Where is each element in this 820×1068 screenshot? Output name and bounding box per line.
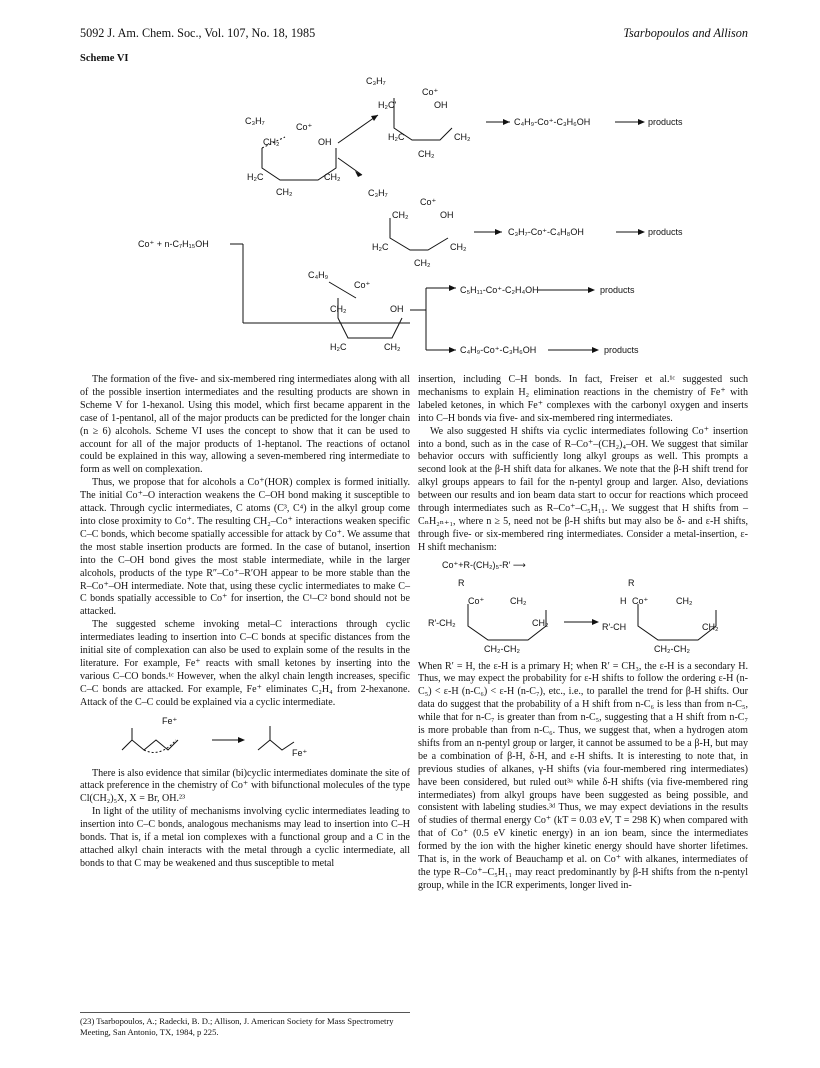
svg-text:Co⁺: Co⁺ — [296, 122, 313, 132]
product-1: C₄H₉-Co⁺-C₃H₆OH — [514, 117, 591, 127]
svg-text:R′-CH: R′-CH — [602, 621, 627, 632]
scheme-label: Scheme VI — [80, 53, 129, 64]
svg-text:C₃H₇: C₃H₇ — [366, 76, 386, 86]
svg-text:CH₂: CH₂ — [263, 137, 280, 147]
svg-text:Co⁺: Co⁺ — [420, 197, 437, 207]
paragraph: Thus, we propose that for alcohols a Co⁺(HOR) complex is formed initially. The initial Co⁺–O interaction weakens the C–OH bond making it susceptible to attack. Through cyclic intermediates, C atoms (C³, C⁴) in the alkyl group come into close proximity to Co⁺. The resulting CH₂–Co⁺ interactions weaken specific C–C bonds, which become spatially accessible for attack by Co⁺. We assume that the most stable insertion products are formed. In the case of butanol, insertion into the C–OH bond gives the most stable intermediate, while in the larger alcohols, products of the type R″–Co⁺–R′OH appear to be more stable than the R–Co⁺–OH intermediate. Note that, using these cyclic intermediates to make C–C bonds spatially accessible to Co⁺ for insertion, the C¹–C² bond should not be attacked. — [80, 477, 410, 618]
product-3: C₅H₁₁-Co⁺-C₂H₄OH — [460, 285, 539, 295]
svg-text:CH₂: CH₂ — [276, 187, 293, 197]
svg-text:OH: OH — [440, 210, 454, 220]
products-1: products — [648, 117, 683, 127]
arrow-up — [338, 115, 378, 143]
svg-text:OH: OH — [318, 137, 332, 147]
product-2: C₃H₇-Co⁺-C₄H₈OH — [508, 227, 584, 237]
svg-text:Fe⁺: Fe⁺ — [162, 715, 178, 726]
products-2: products — [648, 227, 683, 237]
paragraph: There is also evidence that similar (bi)cyclic intermediates dominate the site of attack preference in the chemistry of Co⁺ with bifunctional molecules of the type Cl(CH₂)₅X, X = Br, OH.²³ — [80, 767, 410, 805]
svg-text:R: R — [628, 577, 635, 588]
svg-text:H₂C: H₂C — [388, 132, 405, 142]
footnote: (23) Tsarbopoulos, A.; Radecki, B. D.; Allison, J. American Society for Mass Spectrometry Meeting, San Antonio, TX, 1984, p 225. — [80, 1012, 410, 1038]
products-4: products — [604, 345, 639, 355]
svg-text:CH₂: CH₂ — [676, 595, 693, 606]
svg-text:H₂C: H₂C — [247, 172, 264, 182]
svg-text:CH₂: CH₂ — [510, 595, 527, 606]
paragraph: The suggested scheme invoking metal–C interactions through cyclic intermediates leading to insertion into C–C bonds at specific distances from the initial site of complexation can also be used to explain some of the results in the literature. For example, Fe⁺ reacts with small ketones by inserting into the various C–CO bonds.¹ᶜ However, when the alkyl chain length increases, specific C–C bonds are attacked. For example, Fe⁺ eliminates C₂H₄ from 2-hexanone. Attack of the C–C could be explained via a cyclic intermediate. — [80, 619, 410, 708]
svg-text:CH₂: CH₂ — [392, 210, 409, 220]
running-authors: Tsarbopoulos and Allison — [623, 26, 748, 40]
products-3: products — [600, 285, 635, 295]
svg-text:Co⁺: Co⁺ — [354, 280, 371, 290]
product-4: C₄H₉-Co⁺-C₃H₆OH — [460, 345, 537, 355]
svg-text:CH₂: CH₂ — [414, 258, 431, 268]
svg-text:Fe⁺: Fe⁺ — [292, 747, 308, 758]
reactant-text: Co⁺ + n-C₇H₁₅OH — [138, 239, 209, 249]
scheme-vi-diagram — [0, 55, 820, 365]
svg-text:CH₂: CH₂ — [384, 342, 401, 352]
svg-text:H₂C': H₂C' — [378, 100, 397, 110]
svg-text:R′-CH₂: R′-CH₂ — [428, 617, 456, 628]
svg-text:OH: OH — [434, 100, 448, 110]
fe-ketone-figure — [80, 710, 410, 768]
svg-text:Co⁺: Co⁺ — [422, 87, 439, 97]
left-column — [80, 374, 410, 871]
mechanism-equation: Co⁺+R-(CH₂)₅-R′ ⟶ — [442, 559, 526, 570]
svg-text:C₄H₉: C₄H₉ — [308, 270, 329, 280]
paragraph: We also suggested H shifts via cyclic intermediates following Co⁺ insertion into a bond, such as in the case of R–Co⁺–(CH₂)₄–OH. We suggest that similar behavior occurs with sufficiently long alkyl groups as well. This prompts a second look at the β-H shift data for alkanes. We note that the β-H shift trend for alkyl groups appears to fail for the n-pentyl group and larger. Also, deviations between our results and ion beam data start to occur for reactions which proceed through intermediates such as R–Co⁺–C₅H₁₁. We suggest that H shifts from –CₙH₂ₙ₊₁, where n ≥ 5, need not be β-H shifts but may also be δ- and ε-H shifts, through five- or six-membered ring intermediates. Consider a metal-insertion, ε-H shift mechanism: — [418, 425, 748, 553]
svg-text:CH₂-CH₂: CH₂-CH₂ — [484, 643, 520, 654]
svg-text:Co⁺: Co⁺ — [632, 595, 649, 606]
right-column — [418, 374, 748, 893]
svg-text:CH₂: CH₂ — [454, 132, 471, 142]
svg-text:C₃H₇: C₃H₇ — [245, 116, 265, 126]
svg-text:CH₂: CH₂ — [702, 621, 719, 632]
paragraph: When R′ = H, the ε-H is a primary H; when R′ = CH₃, the ε-H is a secondary H. Thus, we may expect the probability for ε-H shifts to follow the ordering ε-H (n-C₅) < ε-H (n-C₆) < ε-H (n-C₇), etc., i.e., to parallel the trend for β-H shifts. Our data do suggest that the probability of a H shift from n-C₆ is less than from n-C₅, while that for n-C₇ is greater than from n-C₅, suggesting that a H shift from n-C₇ is more probable than from n-C₆. Thus, we suggest that, when a hydrogen atom shifts from an n-pentyl group or larger, it cannot be assumed to be a β-H, but may be a combination of β-H, δ-H, and ε-H shifts. It is interesting to note that, in previous studies of alkanes, γ-H shifts (via four-membered ring intermediates) have been considered, but ruled out³ᵃ while δ-H shifts (via five-membered ring intermediates) from alkyl groups have been suggested as being possible, and consistent with labeling studies.³ᵈ Thus, we may expect deviations in the results of studies of thermal energy Co⁺ (kT = 0.03 eV, T = 298 K) when compared with that of Co⁺ (0.5 eV kinetic energy) in an ion beam, since the intermediates formed by the ion with the higher kinetic energy should have shorter lifetimes. That is, in the work of Beauchamp et al. on Co⁺ with alkanes, intermediates of the type R–Co⁺–C₅H₁₁ may react predominantly by β-H shifts from the n-pentyl group, while in the ICR experiments, longer lived in- — [418, 660, 748, 891]
epsilon-shift-mechanism — [418, 574, 748, 656]
svg-text:R: R — [458, 577, 465, 588]
svg-text:CH₂-CH₂: CH₂-CH₂ — [654, 643, 690, 654]
page-citation: 5092 J. Am. Chem. Soc., Vol. 107, No. 18, 1985 — [80, 26, 316, 40]
paragraph: insertion, including C–H bonds. In fact, Freiser et al.¹ᶜ suggested such mechanisms to explain H₂ elimination reactions in the chemistry of Fe⁺ with labeled ketones, in which Fe⁺ complexes with the carbonyl oxygen and inserts into C–H bonds via five- and six-membered ring intermediates. — [418, 374, 748, 424]
arrow-down — [338, 158, 362, 175]
svg-text:OH: OH — [390, 304, 404, 314]
svg-text:CH₂: CH₂ — [330, 304, 347, 314]
svg-text:Co⁺: Co⁺ — [468, 595, 485, 606]
svg-text:C₃H₇: C₃H₇ — [368, 188, 388, 198]
svg-text:CH₂: CH₂ — [532, 617, 549, 628]
svg-text:CH₂: CH₂ — [324, 172, 341, 182]
paragraph: The formation of the five- and six-membered ring intermediates along with all of the possible insertion intermediates and the resulting products are shown in Scheme V for 1-hexanol. Using this model, which first became apparent in the case of 1-pentanol, all of the major products can be predicted for the longer chain (n ≥ 6) alcohols. Scheme VI uses the concept to show that it can be used to account for all of the major products of 1-heptanol. The reactions of octanol could be explained in this way, allowing a seven-membered ring intermediate to form as well on complexation. — [80, 374, 410, 476]
paragraph: In light of the utility of mechanisms involving cyclic intermediates leading to insertion into C–C bonds, analogous mechanisms may lead to insertion into C–H bonds. That is, if a metal ion complexes with a functional group and a C in the attached alkyl chain interacts with the metal through a cyclic intermediate, all bonds to that C may be weakened and thus susceptible to metal — [80, 806, 410, 869]
arrow-head — [503, 119, 510, 125]
svg-text:H₂C: H₂C — [330, 342, 347, 352]
ring-middle — [390, 218, 448, 250]
svg-text:H: H — [620, 595, 627, 606]
svg-text:H₂C: H₂C — [372, 242, 389, 252]
running-head — [80, 26, 748, 42]
svg-text:CH₂: CH₂ — [418, 149, 435, 159]
svg-text:CH₂: CH₂ — [450, 242, 467, 252]
